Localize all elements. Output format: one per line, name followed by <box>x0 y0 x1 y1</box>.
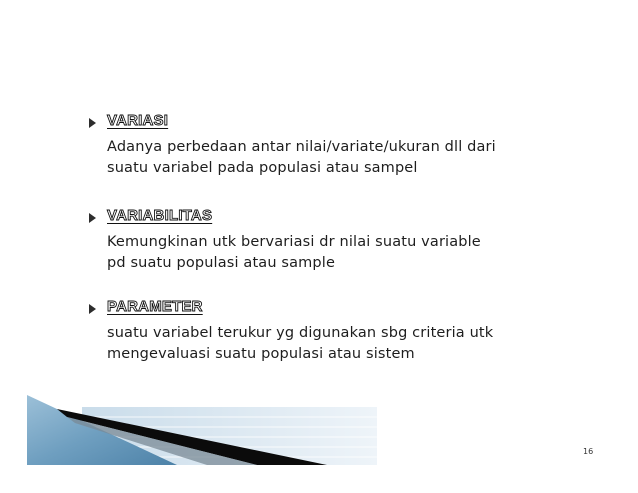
decorative-swoosh <box>27 395 377 465</box>
description-line: pd suatu populasi atau sample <box>107 255 336 271</box>
bullet-arrow-icon <box>89 213 96 223</box>
term-heading: VARIASI <box>107 112 169 129</box>
term-description <box>107 137 577 179</box>
description-line: Kemungkinan utk bervariasi dr nilai suatu variable <box>107 234 481 250</box>
bullet-arrow-icon <box>89 304 96 314</box>
description-line: suatu variabel pada populasi atau sampel <box>107 160 418 176</box>
description-line: suatu variabel terukur yg digunakan sbg criteria utk <box>107 325 494 341</box>
term-description <box>107 323 577 365</box>
bullet-arrow-icon <box>89 118 96 128</box>
term-description <box>107 232 577 274</box>
term-heading: PARAMETER <box>107 298 203 315</box>
page-number: 16 <box>583 447 594 456</box>
description-line: Adanya perbedaan antar nilai/variate/ukuran dll dari <box>107 139 496 155</box>
term-heading: VARIABILITAS <box>107 207 213 224</box>
description-line: mengevaluasi suatu populasi atau sistem <box>107 346 415 362</box>
